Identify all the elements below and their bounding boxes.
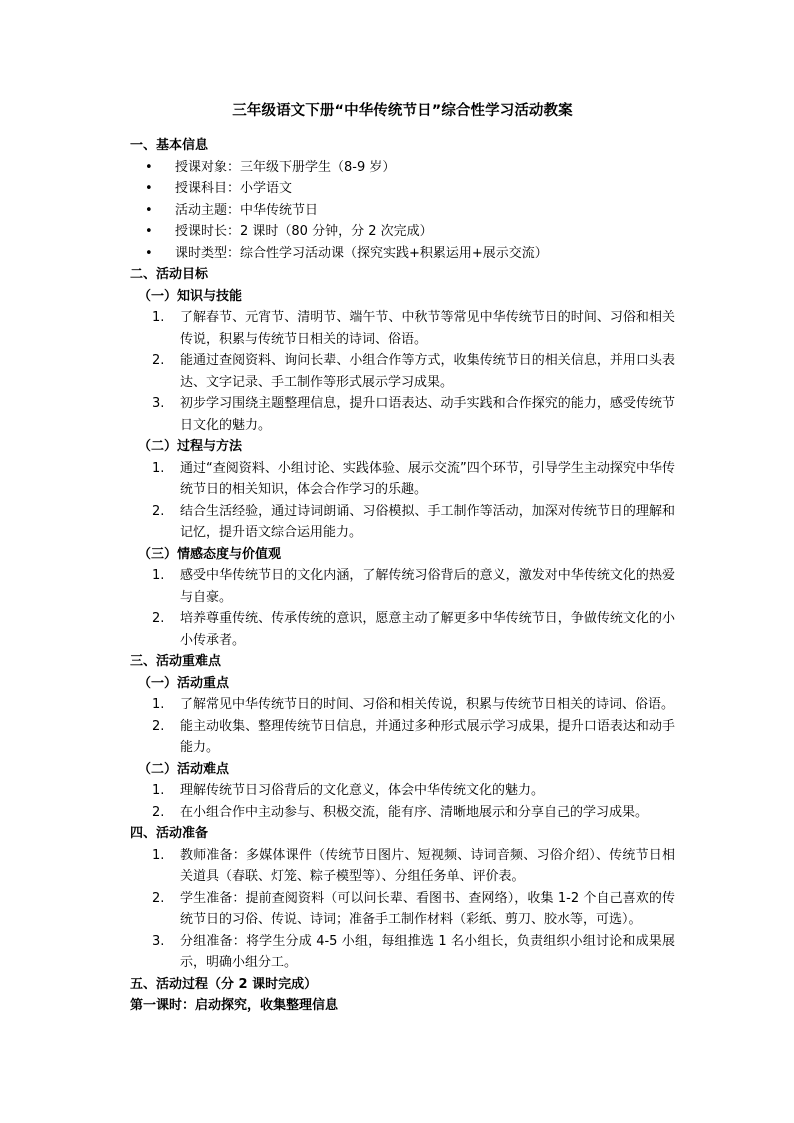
section-heading-basic-info: 一、基本信息 [130, 138, 209, 153]
list-item: 学生准备：提前查阅资料（可以问长辈、看图书、查网络），收集 1-2 个自己喜欢的传统节日的习俗、传说、诗词；准备手工制作材料（彩纸、剪刀、胶水等，可选）。 [180, 890, 675, 927]
attitude-values-list [130, 565, 675, 651]
subsection-heading-process: （二）过程与方法 [138, 439, 243, 454]
list-item: 理解传统节日习俗背后的文化意义，体会中华传统文化的魅力。 [180, 783, 545, 798]
section-heading-preparation: 四、活动准备 [130, 826, 209, 841]
subsection-heading-knowledge: （一）知识与技能 [138, 288, 243, 304]
list-item: 初步学习围绕主题整理信息，提升口语表达、动手实践和合作探究的能力，感受传统节日文化的魅力。 [180, 396, 675, 433]
list-item: 能主动收集、整理传统节日信息，并通过多种形式展示学习成果，提升口语表达和动手能力。 [180, 718, 675, 755]
section-heading-activity-process: 五、活动过程（分 2 课时完成） [130, 976, 318, 992]
list-item: 了解常见中华传统节日的时间、习俗和相关传说，积累与传统节日相关的诗词、俗语。 [180, 697, 675, 712]
list-item: • 授课时长：2 课时（80 分钟，分 2 次完成） [130, 221, 675, 243]
list-item: 能通过查阅资料、询问长辈、小组合作等方式，收集传统节日的相关信息，并用口头表达、文字记录、手工制作等形式展示学习成果。 [180, 353, 675, 390]
list-item: • 授课对象：三年级下册学生（8-9 岁） [130, 157, 675, 179]
list-item: 培养尊重传统、传承传统的意识，愿意主动了解更多中华传统节日，争做传统文化的小小传承者。 [180, 611, 675, 648]
list-item: • 课时类型：综合性学习活动课（探究实践+积累运用+展示交流） [130, 243, 675, 265]
preparation-list [130, 845, 675, 974]
knowledge-list [130, 307, 675, 436]
subsection-heading-difficulty: （二）活动难点 [138, 761, 230, 777]
page-title: 三年级语文下册“中华传统节日”综合性学习活动教案 [232, 103, 573, 119]
list-item: • 活动主题：中华传统节日 [130, 200, 675, 222]
subsection-heading-focus: （一）活动重点 [138, 675, 230, 691]
lesson-one-heading: 第一课时：启动探究，收集整理信息 [130, 998, 339, 1013]
list-item: 教师准备：多媒体课件（传统节日图片、短视频、诗词音频、习俗介绍）、传统节日相关道具（春联、灯笼、粽子模型等）、分组任务单、评价表。 [180, 847, 675, 884]
list-item: 结合生活经验，通过诗词朗诵、习俗模拟、手工制作等活动，加深对传统节日的理解和记忆，提升语文综合运用能力。 [180, 503, 675, 540]
section-heading-objectives: 二、活动目标 [130, 267, 209, 282]
document-content [130, 100, 675, 1017]
key-difficulty-list [130, 780, 675, 823]
list-item: 在小组合作中主动参与、积极交流，能有序、清晰地展示和分享自己的学习成果。 [180, 804, 649, 820]
list-item: 通过“查阅资料、小组讨论、实践体验、展示交流”四个环节，引导学生主动探究中华传统节日的相关知识，体会合作学习的乐趣。 [180, 460, 675, 497]
list-item: 分组准备：将学生分成 4-5 小组，每组推选 1 名小组长，负责组织小组讨论和成果展示，明确小组分工。 [180, 933, 675, 970]
list-item: 感受中华传统节日的文化内涵，了解传统习俗背后的意义，激发对中华传统文化的热爱与自豪。 [180, 568, 675, 605]
subsection-heading-attitude: （三）情感态度与价值观 [138, 546, 282, 562]
list-item: 了解春节、元宵节、清明节、端午节、中秋节等常见中华传统节日的时间、习俗和相关传说，积累与传统节日相关的诗词、俗语。 [180, 310, 675, 347]
key-focus-list [130, 694, 675, 759]
list-item: • 授课科目：小学语文 [130, 178, 675, 200]
basic-info-list [130, 157, 675, 265]
section-heading-key-points: 三、活动重难点 [130, 654, 222, 669]
process-method-list [130, 458, 675, 544]
